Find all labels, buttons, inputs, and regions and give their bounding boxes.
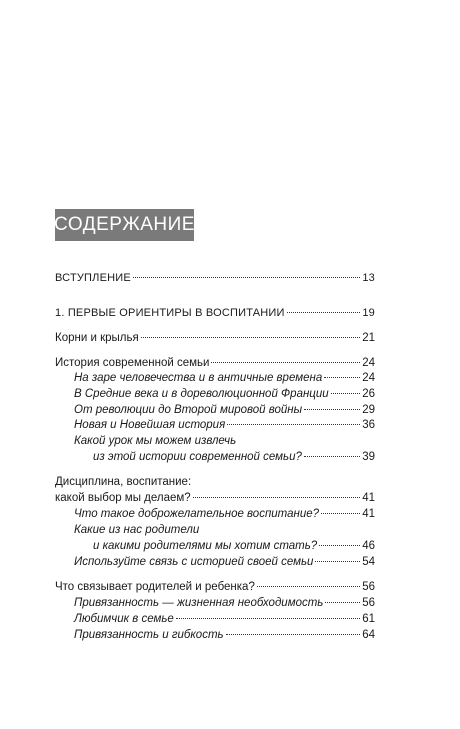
toc-leader — [287, 312, 361, 313]
toc-section — [55, 580, 375, 594]
toc-leader — [226, 634, 361, 635]
toc-subsection-title: Любимчик в семье — [74, 613, 174, 625]
toc-subsection — [74, 418, 375, 432]
toc-subsection-title: Привязанность и гибкость — [74, 629, 224, 641]
toc-subsection-title: Что такое доброжелательное воспитание? — [74, 508, 320, 520]
toc-subsection-title: Какой урок мы можем извлечь — [74, 435, 237, 447]
toc-leader — [324, 377, 360, 378]
toc-subsection-title: От революции до Второй мировой войны — [74, 404, 303, 416]
toc-leader — [304, 409, 360, 410]
toc-entry — [55, 271, 375, 285]
toc-page-number: 54 — [362, 556, 375, 568]
toc-page-number: 36 — [362, 419, 375, 431]
toc-page-number: 61 — [362, 613, 375, 625]
toc-page-number: 24 — [362, 372, 375, 384]
toc-section-title: История современной семьи — [55, 357, 210, 369]
toc-subsection — [74, 403, 375, 417]
toc-page-number: 21 — [362, 332, 375, 344]
toc-subsection-title: Привязанность — жизненная необходимость — [74, 597, 324, 609]
toc-subsection-title: Какие из нас родители — [74, 524, 200, 536]
toc-leader — [331, 393, 361, 394]
toc-section-title: Что связывает родителей и ребенка? — [55, 581, 255, 593]
toc-leader — [133, 277, 360, 278]
toc-leader — [321, 513, 360, 514]
toc-subsection-continued — [93, 539, 375, 553]
toc-entry-title: ВСТУПЛЕНИЕ — [55, 272, 131, 284]
toc-subsection — [74, 507, 375, 521]
toc-leader — [257, 586, 360, 587]
toc-page-number: 39 — [362, 451, 375, 463]
toc-page-number: 19 — [362, 307, 375, 319]
toc-page-number: 24 — [362, 357, 375, 369]
toc-page-number: 64 — [362, 629, 375, 641]
toc-subsection-title: из этой истории современной семьи? — [93, 451, 302, 463]
toc-leader — [227, 424, 360, 425]
toc-subsection-title: Используйте связь с историей своей семьи — [74, 556, 314, 568]
toc-leader — [176, 618, 360, 619]
toc-subsection — [74, 612, 375, 626]
toc-page-number: 41 — [362, 492, 375, 504]
toc-page-number: 41 — [362, 508, 375, 520]
toc-leader — [304, 456, 360, 457]
toc-leader — [319, 545, 360, 546]
toc-page-number: 56 — [362, 581, 375, 593]
contents-heading: СОДЕРЖАНИЕ — [54, 214, 195, 235]
toc-page-number: 26 — [362, 388, 375, 400]
toc-subsection — [74, 371, 375, 385]
toc-subsection — [74, 628, 375, 642]
toc-page-number: 29 — [362, 404, 375, 416]
toc-leader — [141, 337, 361, 338]
toc-leader — [211, 362, 360, 363]
toc-subsection-title: На заре человечества и в античные времена — [74, 372, 323, 384]
toc-subsection — [74, 434, 375, 448]
toc-subsection — [74, 523, 375, 537]
toc-leader — [315, 561, 360, 562]
toc-subsection-continued — [93, 450, 375, 464]
toc-page-number: 13 — [362, 272, 375, 284]
toc-subsection — [74, 387, 375, 401]
contents-heading-bar — [55, 209, 194, 241]
toc-section — [55, 331, 375, 345]
toc-subsection-title: В Средние века и в дореволюционной Франции — [74, 388, 329, 400]
toc-chapter — [55, 306, 375, 320]
toc-page-number: 56 — [362, 597, 375, 609]
toc-section-title: Дисциплина, воспитание: — [55, 476, 192, 488]
toc-subsection — [74, 555, 375, 569]
toc-leader — [193, 497, 361, 498]
toc-section-title: Корни и крылья — [55, 332, 139, 344]
toc-page-number: 46 — [362, 540, 375, 552]
toc-section — [55, 475, 375, 489]
toc-chapter-title: 1. ПЕРВЫЕ ОРИЕНТИРЫ В ВОСПИТАНИИ — [55, 307, 285, 319]
toc-subsection — [74, 596, 375, 610]
toc-subsection-title: Новая и Новейшая история — [74, 419, 226, 431]
toc-section — [55, 356, 375, 370]
toc-leader — [325, 602, 360, 603]
toc-subsection-title: и какими родителями мы хотим стать? — [93, 540, 318, 552]
toc-section-continued — [55, 491, 375, 505]
toc-section-title: какой выбор мы делаем? — [55, 492, 191, 504]
